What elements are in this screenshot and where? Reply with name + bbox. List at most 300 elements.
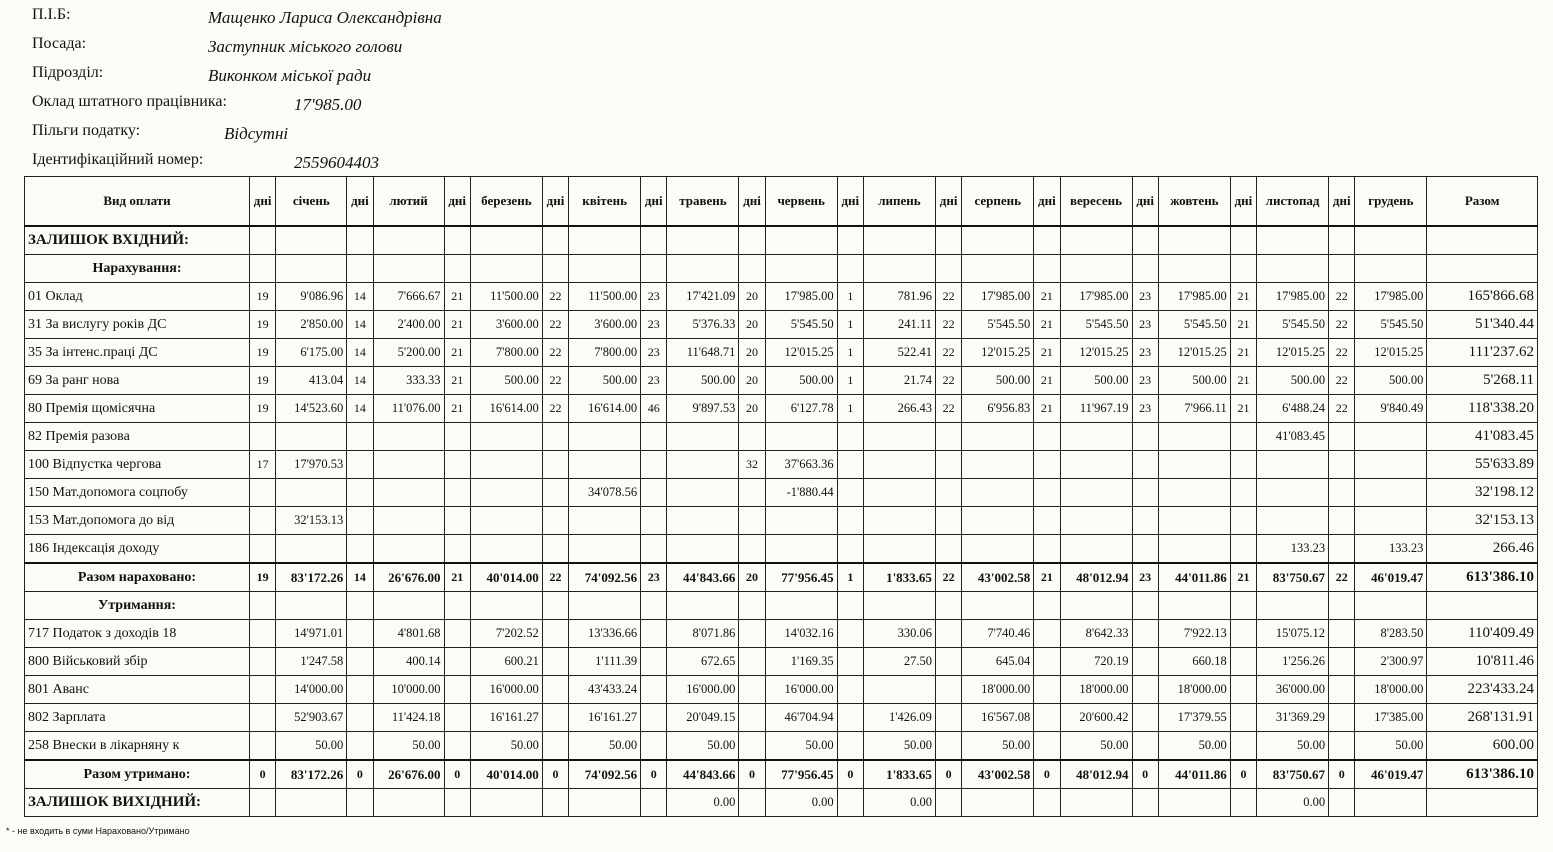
amount-cell — [1355, 479, 1427, 507]
days-cell — [935, 451, 961, 479]
table-header-row — [25, 177, 1538, 227]
days-cell — [641, 451, 667, 479]
days-cell: 0 — [739, 760, 765, 789]
amount-cell — [276, 226, 347, 255]
col-header-days: дні — [1034, 177, 1060, 227]
amount-cell: 720.19 — [1060, 648, 1132, 676]
amount-cell: 17'421.09 — [667, 283, 739, 311]
amount-cell — [569, 423, 641, 451]
col-header-type: Вид оплати — [25, 177, 250, 227]
days-cell — [444, 704, 470, 732]
days-cell — [837, 226, 863, 255]
days-cell — [1230, 423, 1256, 451]
days-cell — [444, 451, 470, 479]
col-header-total: Разом — [1427, 177, 1538, 227]
days-cell: 21 — [444, 395, 470, 423]
row-label: 69 За ранг нова — [25, 367, 250, 395]
amount-cell — [470, 507, 542, 535]
days-cell — [837, 676, 863, 704]
amount-cell: 781.96 — [864, 283, 936, 311]
days-cell: 23 — [641, 367, 667, 395]
days-cell — [542, 592, 568, 620]
amount-cell — [1158, 451, 1230, 479]
info-label: П.І.Б: — [32, 6, 71, 23]
info-value: Мащенко Лариса Олександрівна — [208, 8, 442, 27]
amount-cell: 7'202.52 — [470, 620, 542, 648]
days-cell — [1132, 226, 1158, 255]
total-cell — [1427, 592, 1538, 620]
amount-cell: 4'801.68 — [373, 620, 444, 648]
days-cell — [935, 479, 961, 507]
amount-cell: -1'880.44 — [765, 479, 837, 507]
days-cell — [1329, 676, 1355, 704]
amount-cell — [765, 226, 837, 255]
days-cell — [249, 255, 275, 283]
days-cell: 23 — [641, 283, 667, 311]
amount-cell — [765, 535, 837, 564]
amount-cell — [1060, 451, 1132, 479]
days-cell — [1230, 648, 1256, 676]
days-cell — [1230, 507, 1256, 535]
amount-cell: 50.00 — [470, 732, 542, 761]
table-row — [25, 226, 1538, 255]
days-cell: 1 — [837, 395, 863, 423]
days-cell — [249, 789, 275, 817]
amount-cell: 9'086.96 — [276, 283, 347, 311]
days-cell: 23 — [641, 339, 667, 367]
amount-cell — [1158, 423, 1230, 451]
amount-cell: 44'843.66 — [667, 563, 739, 592]
days-cell — [542, 451, 568, 479]
days-cell: 0 — [935, 760, 961, 789]
amount-cell — [276, 789, 347, 817]
amount-cell: 522.41 — [864, 339, 936, 367]
amount-cell — [765, 255, 837, 283]
amount-cell — [1158, 507, 1230, 535]
row-label: 80 Премія щомісячна — [25, 395, 250, 423]
days-cell — [1132, 255, 1158, 283]
days-cell: 20 — [739, 283, 765, 311]
row-label: 801 Аванс — [25, 676, 250, 704]
amount-cell: 17'985.00 — [962, 283, 1034, 311]
amount-cell: 18'000.00 — [1158, 676, 1230, 704]
table-row — [25, 732, 1538, 761]
amount-cell: 9'840.49 — [1355, 395, 1427, 423]
total-cell: 165'866.68 — [1427, 283, 1538, 311]
amount-cell: 266.43 — [864, 395, 936, 423]
days-cell — [1132, 704, 1158, 732]
days-cell: 23 — [1132, 283, 1158, 311]
row-label: 35 За інтенс.праці ДС — [25, 339, 250, 367]
row-label: 717 Податок з доходів 18 — [25, 620, 250, 648]
days-cell — [1230, 535, 1256, 564]
row-label: 100 Відпустка чергова — [25, 451, 250, 479]
amount-cell — [276, 535, 347, 564]
amount-cell: 18'000.00 — [1355, 676, 1427, 704]
amount-cell: 34'078.56 — [569, 479, 641, 507]
days-cell: 0 — [347, 760, 373, 789]
days-cell — [444, 479, 470, 507]
amount-cell: 46'019.47 — [1355, 563, 1427, 592]
days-cell: 19 — [249, 311, 275, 339]
amount-cell: 17'985.00 — [1158, 283, 1230, 311]
days-cell — [347, 704, 373, 732]
days-cell — [739, 255, 765, 283]
amount-cell — [470, 226, 542, 255]
table-row — [25, 620, 1538, 648]
amount-cell — [864, 507, 936, 535]
days-cell — [1132, 648, 1158, 676]
days-cell — [739, 592, 765, 620]
col-header-month: лютий — [373, 177, 444, 227]
days-cell — [1132, 423, 1158, 451]
row-label: 153 Мат.допомога до від — [25, 507, 250, 535]
days-cell: 0 — [1230, 760, 1256, 789]
days-cell — [837, 507, 863, 535]
amount-cell: 18'000.00 — [962, 676, 1034, 704]
days-cell: 1 — [837, 367, 863, 395]
amount-cell — [1257, 479, 1329, 507]
amount-cell: 50.00 — [276, 732, 347, 761]
amount-cell: 2'850.00 — [276, 311, 347, 339]
amount-cell — [1355, 507, 1427, 535]
days-cell — [1034, 423, 1060, 451]
info-label: Оклад штатного працівника: — [32, 93, 227, 110]
col-header-days: дні — [542, 177, 568, 227]
amount-cell: 500.00 — [1355, 367, 1427, 395]
amount-cell — [1257, 451, 1329, 479]
row-label: 258 Внески в лікарняну к — [25, 732, 250, 761]
amount-cell — [470, 451, 542, 479]
amount-cell — [373, 507, 444, 535]
amount-cell: 12'015.25 — [1257, 339, 1329, 367]
table-row — [25, 563, 1538, 592]
total-cell — [1427, 255, 1538, 283]
amount-cell — [1355, 226, 1427, 255]
days-cell — [1230, 451, 1256, 479]
days-cell: 21 — [1230, 311, 1256, 339]
col-header-days: дні — [935, 177, 961, 227]
days-cell — [837, 732, 863, 761]
amount-cell: 7'966.11 — [1158, 395, 1230, 423]
amount-cell: 500.00 — [765, 367, 837, 395]
table-row — [25, 648, 1538, 676]
days-cell: 23 — [1132, 395, 1158, 423]
amount-cell — [276, 423, 347, 451]
days-cell — [1034, 226, 1060, 255]
amount-cell — [667, 226, 739, 255]
table-row — [25, 704, 1538, 732]
days-cell: 21 — [444, 367, 470, 395]
days-cell — [249, 704, 275, 732]
amount-cell: 17'985.00 — [1060, 283, 1132, 311]
amount-cell: 7'800.00 — [470, 339, 542, 367]
amount-cell — [373, 255, 444, 283]
days-cell — [641, 648, 667, 676]
amount-cell: 31'369.29 — [1257, 704, 1329, 732]
amount-cell — [864, 592, 936, 620]
table-row — [25, 507, 1538, 535]
days-cell: 20 — [739, 395, 765, 423]
amount-cell — [276, 592, 347, 620]
amount-cell — [1355, 592, 1427, 620]
amount-cell: 74'092.56 — [569, 563, 641, 592]
amount-cell: 37'663.36 — [765, 451, 837, 479]
days-cell — [249, 620, 275, 648]
days-cell — [1034, 592, 1060, 620]
row-label: Нарахування: — [25, 255, 250, 283]
amount-cell — [1060, 423, 1132, 451]
amount-cell: 241.11 — [864, 311, 936, 339]
amount-cell: 16'000.00 — [470, 676, 542, 704]
col-header-days: дні — [739, 177, 765, 227]
days-cell — [1329, 423, 1355, 451]
amount-cell — [569, 507, 641, 535]
days-cell: 1 — [837, 563, 863, 592]
amount-cell — [1257, 255, 1329, 283]
total-cell: 41'083.45 — [1427, 423, 1538, 451]
days-cell — [542, 423, 568, 451]
amount-cell — [962, 507, 1034, 535]
days-cell: 23 — [1132, 563, 1158, 592]
amount-cell — [470, 789, 542, 817]
table-row — [25, 423, 1538, 451]
days-cell — [739, 648, 765, 676]
days-cell — [1329, 255, 1355, 283]
amount-cell: 16'161.27 — [569, 704, 641, 732]
amount-cell — [962, 535, 1034, 564]
days-cell — [1329, 620, 1355, 648]
amount-cell — [1158, 592, 1230, 620]
days-cell — [1329, 592, 1355, 620]
amount-cell — [1158, 789, 1230, 817]
days-cell — [739, 704, 765, 732]
amount-cell: 133.23 — [1257, 535, 1329, 564]
amount-cell: 18'000.00 — [1060, 676, 1132, 704]
amount-cell — [962, 789, 1034, 817]
col-header-month: грудень — [1355, 177, 1427, 227]
days-cell — [542, 255, 568, 283]
amount-cell — [373, 226, 444, 255]
col-header-days: дні — [444, 177, 470, 227]
days-cell — [444, 620, 470, 648]
days-cell: 1 — [837, 339, 863, 367]
days-cell: 22 — [935, 395, 961, 423]
days-cell — [1329, 451, 1355, 479]
amount-cell: 50.00 — [962, 732, 1034, 761]
row-label: 01 Оклад — [25, 283, 250, 311]
days-cell: 46 — [641, 395, 667, 423]
amount-cell: 2'300.97 — [1355, 648, 1427, 676]
amount-cell: 16'614.00 — [569, 395, 641, 423]
amount-cell — [962, 479, 1034, 507]
info-value: 17'985.00 — [294, 95, 362, 114]
days-cell: 21 — [1230, 395, 1256, 423]
amount-cell — [1060, 226, 1132, 255]
total-cell: 32'198.12 — [1427, 479, 1538, 507]
days-cell: 19 — [249, 283, 275, 311]
col-header-month: липень — [864, 177, 936, 227]
amount-cell: 333.33 — [373, 367, 444, 395]
amount-cell: 43'002.58 — [962, 760, 1034, 789]
amount-cell — [569, 789, 641, 817]
days-cell — [1132, 789, 1158, 817]
days-cell — [641, 255, 667, 283]
amount-cell — [373, 535, 444, 564]
amount-cell — [962, 226, 1034, 255]
days-cell — [837, 423, 863, 451]
amount-cell — [765, 423, 837, 451]
amount-cell: 6'488.24 — [1257, 395, 1329, 423]
days-cell — [739, 479, 765, 507]
days-cell: 0 — [837, 760, 863, 789]
info-label: Ідентифікаційний номер: — [32, 151, 204, 168]
days-cell — [1034, 704, 1060, 732]
total-cell: 110'409.49 — [1427, 620, 1538, 648]
amount-cell: 83'172.26 — [276, 563, 347, 592]
amount-cell — [765, 507, 837, 535]
amount-cell: 500.00 — [470, 367, 542, 395]
amount-cell: 17'985.00 — [1355, 283, 1427, 311]
amount-cell — [1060, 507, 1132, 535]
total-cell: 111'237.62 — [1427, 339, 1538, 367]
col-header-days: дні — [1132, 177, 1158, 227]
days-cell — [249, 479, 275, 507]
payroll-table-container — [24, 176, 1538, 817]
days-cell: 22 — [542, 283, 568, 311]
table-row — [25, 255, 1538, 283]
amount-cell: 11'500.00 — [569, 283, 641, 311]
amount-cell: 46'704.94 — [765, 704, 837, 732]
amount-cell: 50.00 — [667, 732, 739, 761]
total-cell — [1427, 226, 1538, 255]
amount-cell: 32'153.13 — [276, 507, 347, 535]
amount-cell — [1060, 255, 1132, 283]
amount-cell: 6'127.78 — [765, 395, 837, 423]
days-cell — [1132, 451, 1158, 479]
amount-cell: 0.00 — [667, 789, 739, 817]
days-cell — [837, 592, 863, 620]
days-cell — [641, 479, 667, 507]
table-row — [25, 451, 1538, 479]
info-value: Виконком міської ради — [208, 66, 372, 85]
total-cell: 266.46 — [1427, 535, 1538, 564]
days-cell — [739, 676, 765, 704]
days-cell — [542, 226, 568, 255]
days-cell: 21 — [1230, 367, 1256, 395]
days-cell — [444, 592, 470, 620]
days-cell — [347, 648, 373, 676]
days-cell — [739, 789, 765, 817]
days-cell — [935, 676, 961, 704]
days-cell: 22 — [1329, 367, 1355, 395]
days-cell: 22 — [542, 311, 568, 339]
amount-cell — [667, 507, 739, 535]
total-cell: 51'340.44 — [1427, 311, 1538, 339]
days-cell — [1034, 732, 1060, 761]
amount-cell — [1158, 535, 1230, 564]
days-cell — [935, 507, 961, 535]
info-value: Відсутні — [224, 124, 289, 143]
info-label: Підрозділ: — [32, 64, 104, 81]
days-cell — [641, 423, 667, 451]
amount-cell: 43'002.58 — [962, 563, 1034, 592]
amount-cell: 77'956.45 — [765, 563, 837, 592]
amount-cell: 17'385.00 — [1355, 704, 1427, 732]
days-cell — [1329, 732, 1355, 761]
amount-cell: 16'567.08 — [962, 704, 1034, 732]
days-cell — [1034, 451, 1060, 479]
days-cell: 21 — [444, 283, 470, 311]
days-cell — [837, 451, 863, 479]
amount-cell — [470, 479, 542, 507]
days-cell — [837, 620, 863, 648]
amount-cell — [864, 226, 936, 255]
days-cell: 0 — [641, 760, 667, 789]
days-cell — [1329, 704, 1355, 732]
amount-cell — [569, 592, 641, 620]
days-cell — [249, 507, 275, 535]
days-cell — [837, 648, 863, 676]
amount-cell: 7'800.00 — [569, 339, 641, 367]
amount-cell: 14'000.00 — [276, 676, 347, 704]
table-row — [25, 479, 1538, 507]
amount-cell: 7'740.46 — [962, 620, 1034, 648]
amount-cell: 50.00 — [765, 732, 837, 761]
days-cell: 21 — [1230, 563, 1256, 592]
col-header-days: дні — [1230, 177, 1256, 227]
amount-cell — [667, 255, 739, 283]
days-cell — [347, 789, 373, 817]
days-cell — [935, 648, 961, 676]
amount-cell: 44'843.66 — [667, 760, 739, 789]
days-cell: 19 — [249, 563, 275, 592]
amount-cell: 660.18 — [1158, 648, 1230, 676]
amount-cell: 74'092.56 — [569, 760, 641, 789]
days-cell — [347, 479, 373, 507]
amount-cell: 1'426.09 — [864, 704, 936, 732]
total-cell: 268'131.91 — [1427, 704, 1538, 732]
days-cell — [1329, 226, 1355, 255]
days-cell: 21 — [1034, 339, 1060, 367]
amount-cell — [569, 451, 641, 479]
amount-cell: 5'545.50 — [1355, 311, 1427, 339]
days-cell: 14 — [347, 283, 373, 311]
amount-cell: 44'011.86 — [1158, 760, 1230, 789]
days-cell: 0 — [1132, 760, 1158, 789]
days-cell — [347, 423, 373, 451]
table-row — [25, 339, 1538, 367]
amount-cell: 16'161.27 — [470, 704, 542, 732]
row-label: 150 Мат.допомога соцпобу — [25, 479, 250, 507]
days-cell: 1 — [837, 311, 863, 339]
amount-cell — [962, 423, 1034, 451]
days-cell — [935, 704, 961, 732]
amount-cell — [667, 535, 739, 564]
days-cell — [1034, 507, 1060, 535]
amount-cell — [470, 535, 542, 564]
days-cell — [739, 620, 765, 648]
table-row — [25, 789, 1538, 817]
amount-cell: 40'014.00 — [470, 563, 542, 592]
amount-cell: 17'379.55 — [1158, 704, 1230, 732]
days-cell — [935, 226, 961, 255]
days-cell: 21 — [444, 339, 470, 367]
amount-cell — [276, 255, 347, 283]
amount-cell: 9'897.53 — [667, 395, 739, 423]
days-cell — [542, 479, 568, 507]
days-cell — [935, 620, 961, 648]
